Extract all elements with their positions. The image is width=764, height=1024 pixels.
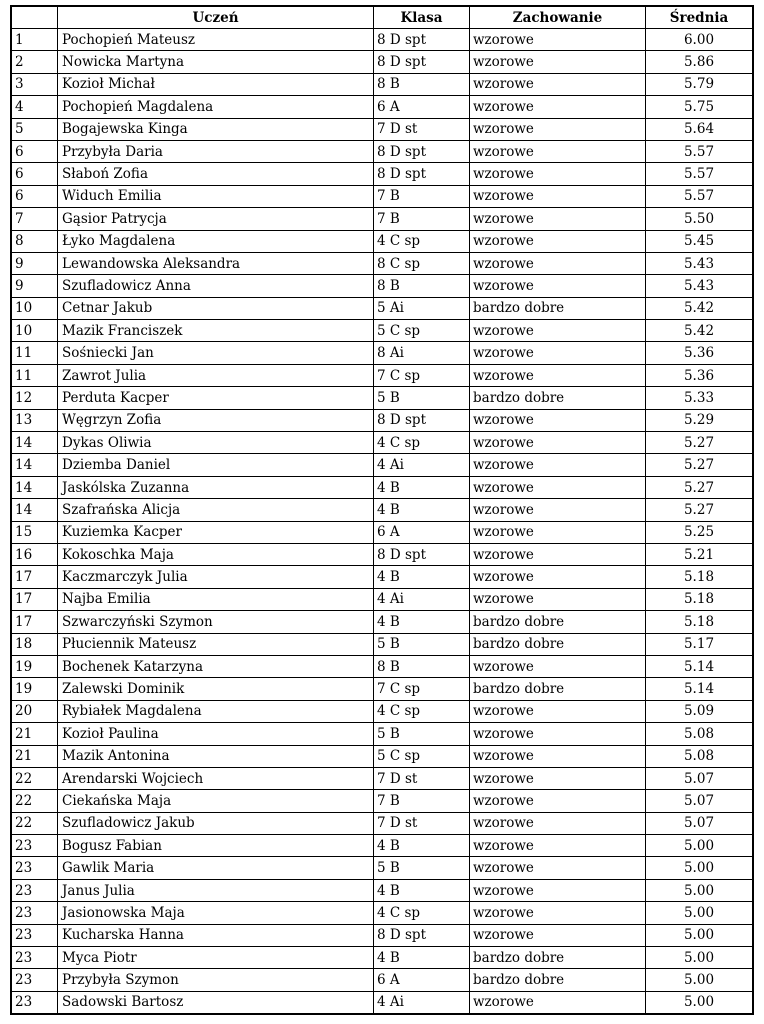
table-row xyxy=(12,678,753,700)
cell-student-name: Zawrot Julia xyxy=(58,364,374,386)
cell-rank: 21 xyxy=(12,745,58,767)
table-row xyxy=(12,499,753,521)
cell-behavior: wzorowe xyxy=(470,29,646,51)
cell-behavior: wzorowe xyxy=(470,745,646,767)
cell-rank: 8 xyxy=(12,230,58,252)
cell-behavior: wzorowe xyxy=(470,432,646,454)
cell-rank: 17 xyxy=(12,588,58,610)
cell-behavior: bardzo dobre xyxy=(470,969,646,991)
cell-behavior: bardzo dobre xyxy=(470,678,646,700)
table-row xyxy=(12,409,753,431)
table-row xyxy=(12,73,753,95)
cell-behavior: wzorowe xyxy=(470,543,646,565)
cell-rank: 12 xyxy=(12,387,58,409)
table-row xyxy=(12,947,753,969)
table-row xyxy=(12,432,753,454)
table-row xyxy=(12,655,753,677)
cell-average: 5.18 xyxy=(646,566,753,588)
cell-rank: 1 xyxy=(12,29,58,51)
cell-rank: 19 xyxy=(12,678,58,700)
cell-class: 5 C sp xyxy=(374,745,470,767)
cell-average: 5.21 xyxy=(646,543,753,565)
cell-rank: 13 xyxy=(12,409,58,431)
cell-rank: 23 xyxy=(12,924,58,946)
cell-class: 8 C sp xyxy=(374,252,470,274)
cell-class: 7 D st xyxy=(374,767,470,789)
cell-student-name: Jasionowska Maja xyxy=(58,902,374,924)
cell-class: 8 B xyxy=(374,73,470,95)
cell-average: 5.27 xyxy=(646,454,753,476)
cell-average: 5.36 xyxy=(646,342,753,364)
cell-average: 5.57 xyxy=(646,140,753,162)
cell-student-name: Kucharska Hanna xyxy=(58,924,374,946)
table-row xyxy=(12,543,753,565)
cell-average: 6.00 xyxy=(646,29,753,51)
cell-student-name: Rybiałek Magdalena xyxy=(58,700,374,722)
cell-behavior: wzorowe xyxy=(470,454,646,476)
cell-rank: 3 xyxy=(12,73,58,95)
cell-behavior: wzorowe xyxy=(470,118,646,140)
table-row xyxy=(12,387,753,409)
cell-student-name: Kuziemka Kacper xyxy=(58,521,374,543)
cell-rank: 6 xyxy=(12,140,58,162)
table-row xyxy=(12,230,753,252)
header-student: Uczeń xyxy=(58,7,374,29)
cell-rank: 21 xyxy=(12,723,58,745)
table-row xyxy=(12,297,753,319)
cell-behavior: bardzo dobre xyxy=(470,633,646,655)
cell-average: 5.08 xyxy=(646,723,753,745)
cell-behavior: wzorowe xyxy=(470,320,646,342)
cell-student-name: Przybyła Daria xyxy=(58,140,374,162)
cell-student-name: Jaskólska Zuzanna xyxy=(58,476,374,498)
cell-student-name: Kozioł Paulina xyxy=(58,723,374,745)
cell-rank: 17 xyxy=(12,566,58,588)
table-row xyxy=(12,476,753,498)
table-row xyxy=(12,991,753,1013)
cell-behavior: wzorowe xyxy=(470,73,646,95)
cell-behavior: wzorowe xyxy=(470,790,646,812)
cell-behavior: wzorowe xyxy=(470,588,646,610)
cell-average: 5.86 xyxy=(646,51,753,73)
cell-student-name: Kozioł Michał xyxy=(58,73,374,95)
cell-rank: 7 xyxy=(12,208,58,230)
cell-average: 5.07 xyxy=(646,767,753,789)
cell-class: 4 B xyxy=(374,947,470,969)
cell-average: 5.27 xyxy=(646,432,753,454)
table-row xyxy=(12,633,753,655)
cell-rank: 5 xyxy=(12,118,58,140)
header-rank xyxy=(12,7,58,29)
table-row xyxy=(12,700,753,722)
cell-class: 4 C sp xyxy=(374,700,470,722)
header-class: Klasa xyxy=(374,7,470,29)
cell-rank: 14 xyxy=(12,476,58,498)
cell-behavior: wzorowe xyxy=(470,96,646,118)
cell-average: 5.09 xyxy=(646,700,753,722)
cell-rank: 19 xyxy=(12,655,58,677)
table-header xyxy=(12,7,753,29)
cell-behavior: wzorowe xyxy=(470,140,646,162)
cell-class: 5 B xyxy=(374,387,470,409)
cell-class: 4 C sp xyxy=(374,230,470,252)
cell-student-name: Nowicka Martyna xyxy=(58,51,374,73)
cell-rank: 11 xyxy=(12,342,58,364)
cell-rank: 4 xyxy=(12,96,58,118)
cell-behavior: bardzo dobre xyxy=(470,387,646,409)
cell-behavior: wzorowe xyxy=(470,879,646,901)
cell-rank: 17 xyxy=(12,611,58,633)
cell-average: 5.00 xyxy=(646,924,753,946)
cell-class: 5 B xyxy=(374,723,470,745)
cell-class: 7 C sp xyxy=(374,364,470,386)
cell-class: 4 B xyxy=(374,835,470,857)
cell-average: 5.14 xyxy=(646,655,753,677)
cell-rank: 23 xyxy=(12,991,58,1013)
cell-student-name: Mazik Franciszek xyxy=(58,320,374,342)
cell-rank: 2 xyxy=(12,51,58,73)
cell-average: 5.00 xyxy=(646,991,753,1013)
header-behavior: Zachowanie xyxy=(470,7,646,29)
cell-rank: 9 xyxy=(12,275,58,297)
cell-class: 4 B xyxy=(374,476,470,498)
cell-behavior: bardzo dobre xyxy=(470,947,646,969)
cell-class: 5 Ai xyxy=(374,297,470,319)
cell-student-name: Bogusz Fabian xyxy=(58,835,374,857)
cell-student-name: Janus Julia xyxy=(58,879,374,901)
cell-rank: 6 xyxy=(12,185,58,207)
table-row xyxy=(12,588,753,610)
cell-average: 5.00 xyxy=(646,857,753,879)
cell-average: 5.79 xyxy=(646,73,753,95)
cell-class: 8 D spt xyxy=(374,924,470,946)
cell-average: 5.57 xyxy=(646,185,753,207)
cell-behavior: wzorowe xyxy=(470,409,646,431)
cell-average: 5.42 xyxy=(646,297,753,319)
cell-student-name: Kaczmarczyk Julia xyxy=(58,566,374,588)
cell-rank: 15 xyxy=(12,521,58,543)
cell-student-name: Szafrańska Alicja xyxy=(58,499,374,521)
cell-behavior: wzorowe xyxy=(470,499,646,521)
cell-class: 6 A xyxy=(374,521,470,543)
table-row xyxy=(12,790,753,812)
cell-average: 5.36 xyxy=(646,364,753,386)
cell-student-name: Gawlik Maria xyxy=(58,857,374,879)
cell-average: 5.50 xyxy=(646,208,753,230)
cell-student-name: Najba Emilia xyxy=(58,588,374,610)
cell-behavior: wzorowe xyxy=(470,566,646,588)
cell-rank: 23 xyxy=(12,857,58,879)
cell-class: 4 B xyxy=(374,566,470,588)
cell-behavior: bardzo dobre xyxy=(470,611,646,633)
cell-average: 5.27 xyxy=(646,476,753,498)
cell-average: 5.17 xyxy=(646,633,753,655)
table-row xyxy=(12,611,753,633)
cell-average: 5.00 xyxy=(646,947,753,969)
cell-behavior: wzorowe xyxy=(470,252,646,274)
cell-class: 7 C sp xyxy=(374,678,470,700)
cell-rank: 10 xyxy=(12,297,58,319)
cell-behavior: bardzo dobre xyxy=(470,297,646,319)
cell-student-name: Szufladowicz Jakub xyxy=(58,812,374,834)
cell-student-name: Zalewski Dominik xyxy=(58,678,374,700)
table-row xyxy=(12,320,753,342)
cell-student-name: Płuciennik Mateusz xyxy=(58,633,374,655)
table-row xyxy=(12,812,753,834)
cell-student-name: Bochenek Katarzyna xyxy=(58,655,374,677)
cell-class: 5 C sp xyxy=(374,320,470,342)
cell-rank: 23 xyxy=(12,969,58,991)
cell-student-name: Bogajewska Kinga xyxy=(58,118,374,140)
cell-average: 5.08 xyxy=(646,745,753,767)
cell-average: 5.18 xyxy=(646,611,753,633)
cell-student-name: Widuch Emilia xyxy=(58,185,374,207)
cell-average: 5.07 xyxy=(646,790,753,812)
table-row xyxy=(12,969,753,991)
student-ranking-table xyxy=(11,6,753,1014)
cell-average: 5.00 xyxy=(646,902,753,924)
cell-rank: 23 xyxy=(12,947,58,969)
cell-behavior: wzorowe xyxy=(470,700,646,722)
cell-behavior: wzorowe xyxy=(470,476,646,498)
cell-behavior: wzorowe xyxy=(470,275,646,297)
cell-class: 8 D spt xyxy=(374,51,470,73)
cell-rank: 14 xyxy=(12,432,58,454)
cell-student-name: Ciekańska Maja xyxy=(58,790,374,812)
cell-behavior: wzorowe xyxy=(470,902,646,924)
cell-behavior: wzorowe xyxy=(470,342,646,364)
cell-average: 5.27 xyxy=(646,499,753,521)
header-average: Średnia xyxy=(646,7,753,29)
cell-rank: 22 xyxy=(12,767,58,789)
table-row xyxy=(12,364,753,386)
table-row xyxy=(12,924,753,946)
table-body xyxy=(12,29,753,1014)
cell-behavior: wzorowe xyxy=(470,835,646,857)
cell-student-name: Perduta Kacper xyxy=(58,387,374,409)
cell-average: 5.57 xyxy=(646,163,753,185)
cell-student-name: Szwarczyński Szymon xyxy=(58,611,374,633)
cell-behavior: wzorowe xyxy=(470,208,646,230)
cell-average: 5.00 xyxy=(646,835,753,857)
cell-average: 5.43 xyxy=(646,275,753,297)
cell-class: 8 B xyxy=(374,275,470,297)
cell-rank: 11 xyxy=(12,364,58,386)
cell-average: 5.18 xyxy=(646,588,753,610)
header-row xyxy=(12,7,753,29)
table-row xyxy=(12,118,753,140)
cell-average: 5.29 xyxy=(646,409,753,431)
cell-student-name: Węgrzyn Zofia xyxy=(58,409,374,431)
table-row xyxy=(12,342,753,364)
cell-rank: 16 xyxy=(12,543,58,565)
cell-behavior: wzorowe xyxy=(470,163,646,185)
cell-class: 7 B xyxy=(374,790,470,812)
cell-average: 5.00 xyxy=(646,879,753,901)
cell-student-name: Przybyła Szymon xyxy=(58,969,374,991)
cell-student-name: Dziemba Daniel xyxy=(58,454,374,476)
cell-class: 8 D spt xyxy=(374,140,470,162)
cell-student-name: Gąsior Patrycja xyxy=(58,208,374,230)
cell-average: 5.07 xyxy=(646,812,753,834)
cell-student-name: Sośniecki Jan xyxy=(58,342,374,364)
cell-class: 5 B xyxy=(374,857,470,879)
cell-class: 8 D spt xyxy=(374,543,470,565)
cell-class: 4 Ai xyxy=(374,454,470,476)
cell-rank: 22 xyxy=(12,790,58,812)
table-row xyxy=(12,745,753,767)
cell-average: 5.33 xyxy=(646,387,753,409)
cell-student-name: Arendarski Wojciech xyxy=(58,767,374,789)
cell-rank: 23 xyxy=(12,902,58,924)
cell-student-name: Szufladowicz Anna xyxy=(58,275,374,297)
cell-behavior: wzorowe xyxy=(470,230,646,252)
table-row xyxy=(12,275,753,297)
table-row xyxy=(12,51,753,73)
cell-student-name: Cetnar Jakub xyxy=(58,297,374,319)
cell-average: 5.43 xyxy=(646,252,753,274)
cell-rank: 14 xyxy=(12,454,58,476)
cell-rank: 23 xyxy=(12,879,58,901)
cell-class: 7 B xyxy=(374,208,470,230)
cell-rank: 23 xyxy=(12,835,58,857)
table-row xyxy=(12,902,753,924)
cell-average: 5.25 xyxy=(646,521,753,543)
table-row xyxy=(12,723,753,745)
cell-rank: 22 xyxy=(12,812,58,834)
cell-rank: 20 xyxy=(12,700,58,722)
cell-class: 4 C sp xyxy=(374,432,470,454)
table-row xyxy=(12,140,753,162)
cell-student-name: Lewandowska Aleksandra xyxy=(58,252,374,274)
cell-class: 7 B xyxy=(374,185,470,207)
cell-behavior: wzorowe xyxy=(470,857,646,879)
cell-class: 8 D spt xyxy=(374,29,470,51)
cell-class: 4 C sp xyxy=(374,902,470,924)
cell-class: 4 Ai xyxy=(374,588,470,610)
table-row xyxy=(12,857,753,879)
cell-behavior: wzorowe xyxy=(470,991,646,1013)
cell-rank: 9 xyxy=(12,252,58,274)
cell-class: 4 B xyxy=(374,499,470,521)
cell-rank: 6 xyxy=(12,163,58,185)
cell-behavior: wzorowe xyxy=(470,521,646,543)
cell-student-name: Mazik Antonina xyxy=(58,745,374,767)
cell-average: 5.75 xyxy=(646,96,753,118)
cell-behavior: wzorowe xyxy=(470,723,646,745)
cell-rank: 14 xyxy=(12,499,58,521)
cell-class: 6 A xyxy=(374,96,470,118)
cell-behavior: wzorowe xyxy=(470,185,646,207)
cell-student-name: Sadowski Bartosz xyxy=(58,991,374,1013)
cell-student-name: Pochopień Mateusz xyxy=(58,29,374,51)
table-row xyxy=(12,454,753,476)
table-row xyxy=(12,185,753,207)
cell-class: 8 D spt xyxy=(374,409,470,431)
table-row xyxy=(12,879,753,901)
cell-class: 5 B xyxy=(374,633,470,655)
cell-average: 5.42 xyxy=(646,320,753,342)
cell-average: 5.64 xyxy=(646,118,753,140)
cell-student-name: Myca Piotr xyxy=(58,947,374,969)
cell-average: 5.45 xyxy=(646,230,753,252)
cell-behavior: wzorowe xyxy=(470,767,646,789)
table-row xyxy=(12,29,753,51)
table-row xyxy=(12,96,753,118)
cell-class: 8 Ai xyxy=(374,342,470,364)
cell-student-name: Słaboń Zofia xyxy=(58,163,374,185)
cell-class: 4 Ai xyxy=(374,991,470,1013)
cell-student-name: Kokoschka Maja xyxy=(58,543,374,565)
table-row xyxy=(12,835,753,857)
cell-average: 5.00 xyxy=(646,969,753,991)
cell-behavior: wzorowe xyxy=(470,924,646,946)
cell-class: 7 D st xyxy=(374,118,470,140)
table-row xyxy=(12,566,753,588)
table-row xyxy=(12,208,753,230)
cell-behavior: wzorowe xyxy=(470,812,646,834)
cell-behavior: wzorowe xyxy=(470,655,646,677)
cell-student-name: Dykas Oliwia xyxy=(58,432,374,454)
cell-class: 4 B xyxy=(374,611,470,633)
cell-behavior: wzorowe xyxy=(470,51,646,73)
table-row xyxy=(12,521,753,543)
cell-class: 8 D spt xyxy=(374,163,470,185)
table-row xyxy=(12,252,753,274)
cell-rank: 18 xyxy=(12,633,58,655)
cell-class: 4 B xyxy=(374,879,470,901)
table-row xyxy=(12,767,753,789)
cell-student-name: Łyko Magdalena xyxy=(58,230,374,252)
cell-average: 5.14 xyxy=(646,678,753,700)
cell-class: 6 A xyxy=(374,969,470,991)
cell-class: 7 D st xyxy=(374,812,470,834)
cell-behavior: wzorowe xyxy=(470,364,646,386)
cell-class: 8 B xyxy=(374,655,470,677)
cell-rank: 10 xyxy=(12,320,58,342)
cell-student-name: Pochopień Magdalena xyxy=(58,96,374,118)
table-row xyxy=(12,163,753,185)
